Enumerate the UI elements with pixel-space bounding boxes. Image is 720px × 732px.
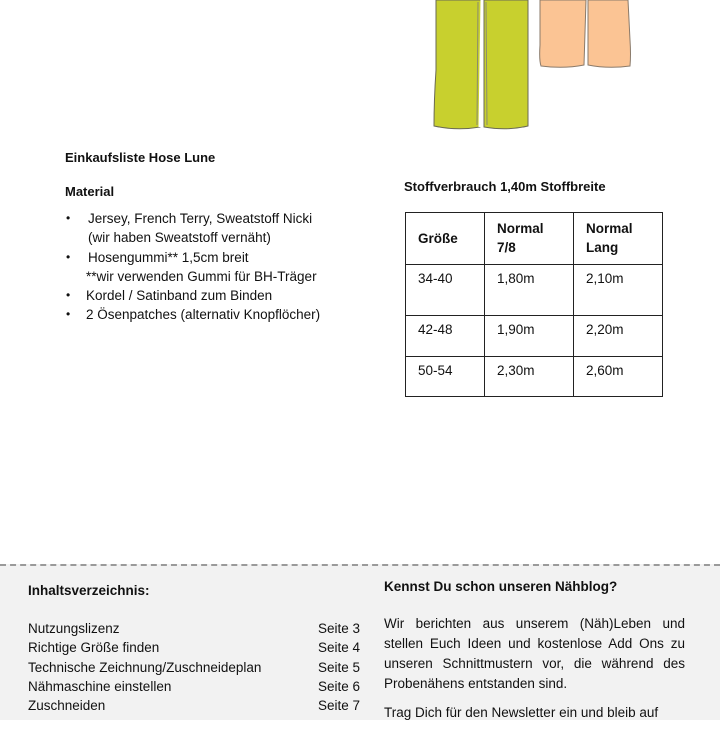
- toc-item[interactable]: [28, 658, 360, 677]
- table-cell: 2,10m: [586, 271, 624, 286]
- blog-paragraph: Trag Dich für den Newsletter ein und bleib auf: [384, 705, 659, 720]
- table-row: [406, 357, 663, 397]
- toc-list: [28, 619, 360, 715]
- toc-title: Inhaltsverzeichnis:: [28, 583, 150, 598]
- bottom-info-panel: [0, 564, 720, 720]
- table-cell: 42-48: [418, 322, 453, 337]
- table-cell: 50-54: [418, 363, 453, 378]
- table-cell: 1,80m: [497, 271, 535, 286]
- toc-item-page: Seite 6: [317, 678, 360, 694]
- toc-item[interactable]: [28, 696, 360, 715]
- table-cell: 2,30m: [497, 363, 535, 378]
- table-header-row: [406, 213, 663, 265]
- material-item: • Hosengummi** 1,5cm breit: [66, 249, 249, 265]
- material-title: Material: [65, 184, 115, 199]
- material-item: • Jersey, French Terry, Sweatstoff Nicki: [66, 211, 313, 226]
- pants-peach: [540, 0, 631, 67]
- material-item-note: **wir verwenden Gummi für BH-Träger: [86, 268, 317, 284]
- table-cell: 34-40: [418, 271, 453, 286]
- pants-green: [434, 0, 528, 129]
- table-cell: 2,60m: [586, 363, 624, 378]
- fabric-usage-table: [405, 212, 663, 397]
- header-cell: Normal 7/8: [497, 221, 544, 255]
- toc-item-label: Technische Zeichnung/Zuschneideplan: [28, 659, 262, 675]
- toc-item-label: Zuschneiden: [28, 698, 106, 714]
- toc-item-page: Seite 3: [317, 621, 360, 636]
- table-cell: 1,90m: [497, 322, 535, 337]
- material-item-note: (wir haben Sweatstoff vernäht): [88, 230, 271, 246]
- toc-item[interactable]: [28, 677, 360, 696]
- toc-item-label: Richtige Größe finden: [28, 640, 160, 656]
- shopping-list-title: Einkaufsliste Hose Lune: [65, 150, 216, 165]
- table-row: [406, 265, 663, 316]
- header-cell: Größe: [418, 231, 458, 246]
- pants-illustration: [420, 0, 650, 140]
- table-cell: 2,20m: [586, 322, 624, 337]
- toc-item-page: Seite 4: [317, 640, 360, 656]
- blog-title: Kennst Du schon unseren Nähblog?: [384, 579, 618, 594]
- material-item: • 2 Ösenpatches (alternativ Knopflöcher): [66, 307, 321, 323]
- header-cell: Normal Lang: [586, 221, 633, 255]
- material-item: • Kordel / Satinband zum Binden: [66, 288, 273, 304]
- toc-item[interactable]: [28, 638, 360, 657]
- toc-item-label: Nutzungslizenz: [28, 621, 120, 636]
- toc-item-page: Seite 5: [317, 659, 360, 675]
- toc-item-label: Nähmaschine einstellen: [28, 678, 172, 694]
- blog-paragraph: Wir berichten aus unserem (Näh)Leben und stellen Euch Ideen und kostenlose Add Ons zu unseren Schnittmustern vor, die während des Probenähens entstanden sind.: [384, 616, 685, 691]
- blog-text: [384, 614, 685, 732]
- toc-item[interactable]: [28, 619, 360, 638]
- table-row: [406, 316, 663, 357]
- toc-item-page: Seite 7: [317, 698, 360, 714]
- material-list: [66, 209, 320, 325]
- fabric-usage-title: Stoffverbrauch 1,40m Stoffbreite: [404, 179, 606, 194]
